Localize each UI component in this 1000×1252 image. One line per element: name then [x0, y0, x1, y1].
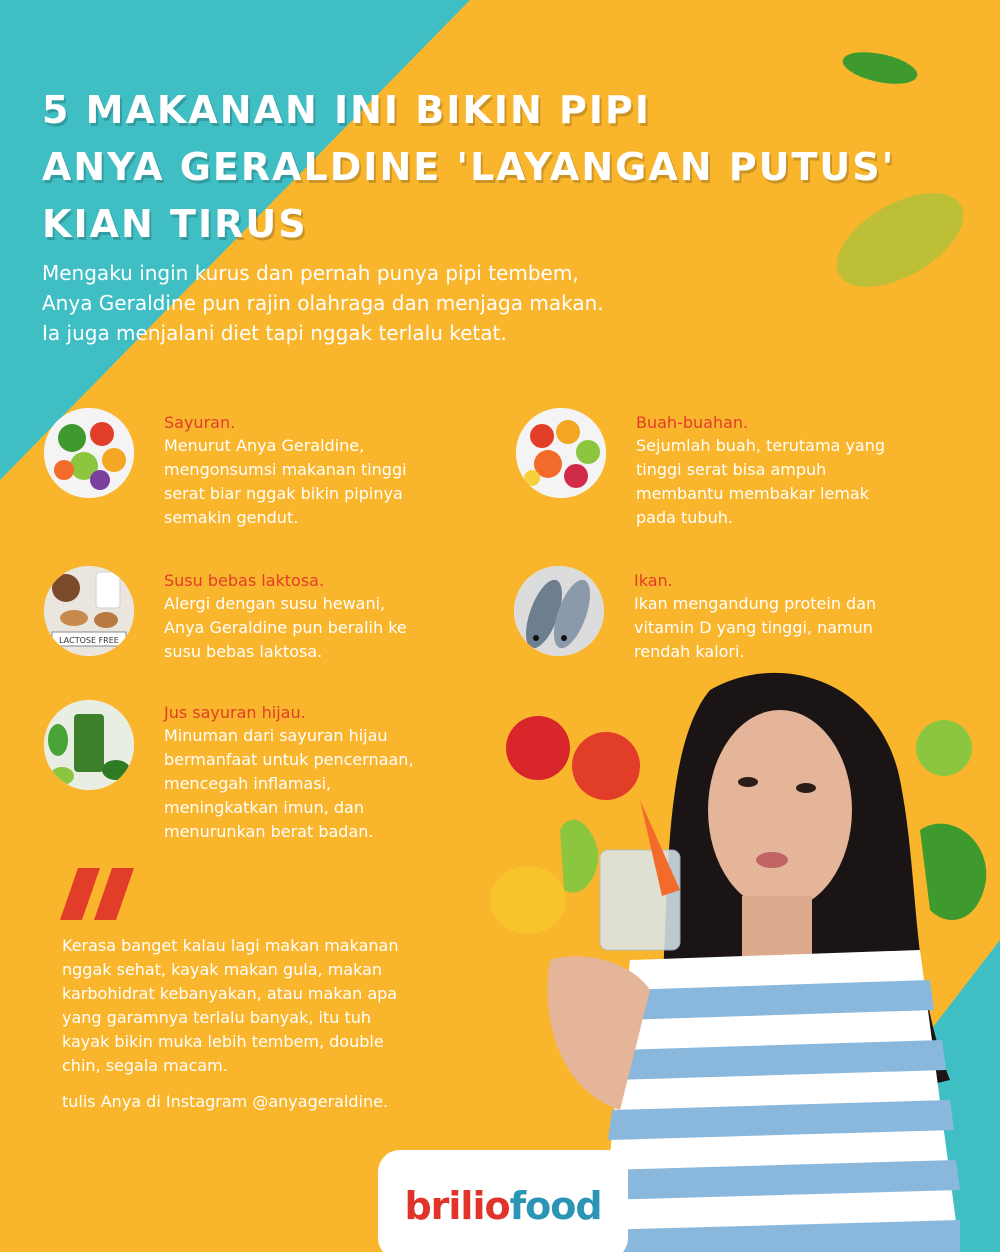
item-line: Ikan mengandung protein dan — [634, 594, 877, 613]
quote-mark-icon — [60, 868, 140, 928]
intro-line-3: Ia juga menjalani diet tapi nggak terlalu ketat. — [42, 321, 507, 345]
item-line: membantu membakar lemak — [636, 484, 869, 503]
item-description — [164, 592, 484, 664]
logo-part-brilio: brilio — [404, 1184, 510, 1228]
item-line: semakin gendut. — [164, 508, 299, 527]
quote-line: nggak sehat, kayak makan gula, makan — [62, 960, 383, 979]
vegetables-image — [44, 408, 134, 498]
fish-image — [514, 566, 604, 656]
item-description — [636, 434, 956, 530]
quote-line: kayak bikin muka lebih tembem, double — [62, 1032, 384, 1051]
item-line: mengonsumsi makanan tinggi — [164, 460, 407, 479]
title-line-3: KIAN TIRUS — [42, 202, 308, 246]
brand-logo — [378, 1184, 628, 1228]
green-juice-image — [44, 700, 134, 790]
fruits-image — [516, 408, 606, 498]
item-line: serat biar nggak bikin pipinya — [164, 484, 403, 503]
item-heading: Buah-buahan. — [636, 413, 749, 432]
quote-line: yang garamnya terlalu banyak, itu tuh — [62, 1008, 372, 1027]
item-heading: Sayuran. — [164, 413, 236, 432]
item-heading: Ikan. — [634, 571, 673, 590]
item-description — [164, 724, 484, 844]
item-line: Alergi dengan susu hewani, — [164, 594, 386, 613]
intro-line-1: Mengaku ingin kurus dan pernah punya pipi tembem, — [42, 261, 579, 285]
title-line-2: ANYA GERALDINE 'LAYANGAN PUTUS' — [42, 145, 896, 189]
item-description — [634, 592, 954, 664]
quote-caption: tulis Anya di Instagram @anyageraldine. — [62, 1092, 389, 1111]
title-line-1: 5 MAKANAN INI BIKIN PIPI — [42, 88, 652, 132]
item-line: rendah kalori. — [634, 642, 745, 661]
quote-line: karbohidrat kebanyakan, atau makan apa — [62, 984, 398, 1003]
item-description — [164, 434, 484, 530]
item-line: Menurut Anya Geraldine, — [164, 436, 365, 455]
item-line: Anya Geraldine pun beralih ke — [164, 618, 407, 637]
item-line: pada tubuh. — [636, 508, 733, 527]
lactose-free-milk-image — [44, 566, 134, 656]
item-line: Minuman dari sayuran hijau — [164, 726, 388, 745]
quote-line: Kerasa banget kalau lagi makan makanan — [62, 936, 399, 955]
intro-line-2: Anya Geraldine pun rajin olahraga dan menjaga makan. — [42, 291, 604, 315]
svg-text:LACTOSE FREE: LACTOSE FREE — [59, 636, 119, 645]
item-heading: Jus sayuran hijau. — [164, 703, 306, 722]
item-line: susu bebas laktosa. — [164, 642, 323, 661]
item-heading: Susu bebas laktosa. — [164, 571, 325, 590]
brand-logo-box — [378, 1150, 628, 1252]
item-line: mencegah inflamasi, — [164, 774, 332, 793]
intro-text — [42, 258, 802, 348]
quote-line: chin, segala macam. — [62, 1056, 228, 1075]
quote-text — [62, 934, 502, 1078]
item-line: menurunkan berat badan. — [164, 822, 374, 841]
item-line: tinggi serat bisa ampuh — [636, 460, 827, 479]
item-line: bermanfaat untuk pencernaan, — [164, 750, 414, 769]
item-line: Sejumlah buah, terutama yang — [636, 436, 886, 455]
item-line: vitamin D yang tinggi, namun — [634, 618, 873, 637]
logo-part-food: food — [509, 1184, 602, 1228]
page-title — [42, 82, 902, 253]
item-line: meningkatkan imun, dan — [164, 798, 364, 817]
